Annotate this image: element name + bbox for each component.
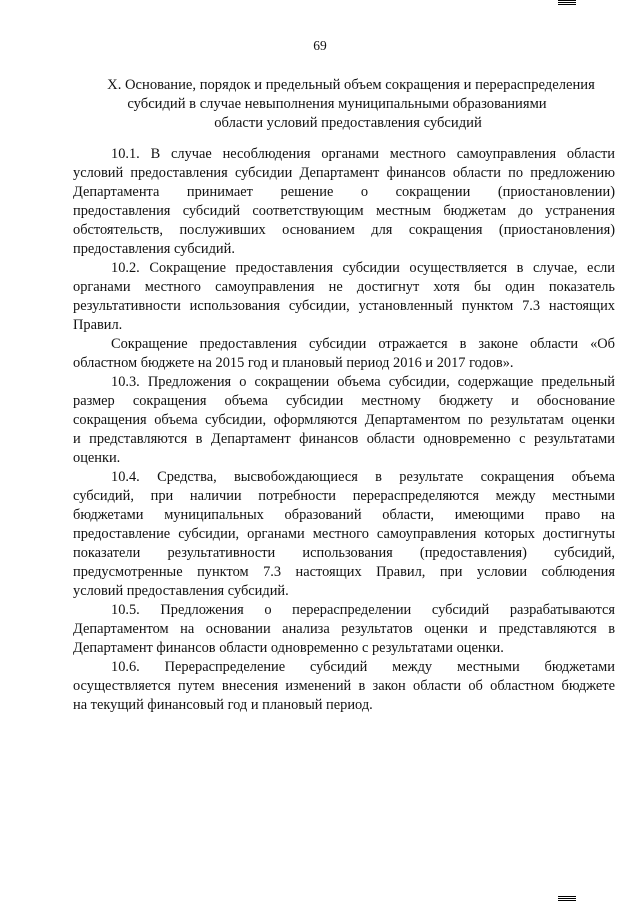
text-line: на текущий финансовый год и плановый период. — [73, 697, 373, 713]
text-line: Департаментом на основании анализа результатов оценки и представляются в — [73, 621, 615, 637]
text-line: бюджетами муниципальных образований области, имеющими право на — [73, 507, 615, 523]
page-number: 69 — [313, 38, 327, 53]
text-line: условий предоставления субсидии Департамент финансов области по предложению — [73, 165, 615, 181]
heading-line: X. Основание, порядок и предельный объем сокращения и перераспределения — [107, 77, 595, 93]
paragraph-10-3 — [73, 373, 615, 468]
paragraph-10-1 — [73, 145, 615, 259]
text-line: 10.4. Средства, высвобождающиеся в результате сокращения объема — [111, 469, 615, 485]
text-line: сокращения объема субсидии, оформляются Департаментом по результатам оценки — [73, 412, 615, 428]
text-line: Сокращение предоставления субсидии отражается в законе области «Об — [111, 336, 615, 352]
text-line: 10.5. Предложения о перераспределении субсидий разрабатываются — [111, 602, 615, 618]
paragraph-10-6 — [73, 658, 615, 715]
text-line: Правил. — [73, 317, 123, 333]
text-line: предоставление субсидии, органами местного самоуправления которых достигнуты — [73, 526, 615, 542]
paragraph-10-4 — [73, 468, 615, 601]
text-line: обстоятельств, послуживших основанием для сокращения (приостановления) — [73, 222, 615, 238]
text-line: предоставления субсидий. — [73, 241, 235, 257]
text-line: органами местного самоуправления не достигнут хотя бы один показатель — [73, 279, 615, 295]
text-line: 10.3. Предложения о сокращении объема субсидии, содержащие предельный — [111, 374, 615, 390]
paragraph-10-5 — [73, 601, 615, 658]
section-heading — [70, 76, 610, 133]
text-line: Департамент финансов области одновременно с результатами оценки. — [73, 640, 504, 656]
text-line: 10.6. Перераспределение субсидий между местными бюджетами — [111, 659, 615, 675]
text-line: областном бюджете на 2015 год и плановый период 2016 и 2017 годов». — [73, 355, 514, 371]
text-line: осуществляется путем внесения изменений в закон области об областном бюджете — [73, 678, 615, 694]
text-line: 10.2. Сокращение предоставления субсидии осуществляется в случае, если — [111, 260, 615, 276]
text-line: размер сокращения объема субсидии местному бюджету и обоснование — [73, 393, 615, 409]
text-line: 10.1. В случае несоблюдения органами местного самоуправления области — [111, 146, 615, 162]
text-line: показатели результативности использования (предоставления) субсидий, — [73, 545, 615, 561]
text-line: Департамента принимает решение о сокращении (приостановлении) — [73, 184, 615, 200]
paragraph-budget-law — [73, 335, 615, 373]
heading-line: субсидий в случае невыполнения муниципальными образованиями — [127, 96, 547, 112]
heading-line: области условий предоставления субсидий — [214, 115, 482, 131]
top-corner-mark — [558, 0, 576, 7]
bottom-corner-mark — [558, 896, 576, 903]
text-line: и представляются в Департамент финансов области одновременно с результатами — [73, 431, 615, 447]
text-line: субсидий, при наличии потребности перераспределяются между местными — [73, 488, 615, 504]
text-line: предоставления субсидий соответствующим местным бюджетам до устранения — [73, 203, 615, 219]
text-line: результативности использования субсидии, установленный пунктом 7.3 настоящих — [73, 298, 615, 314]
document-body — [73, 145, 615, 715]
text-line: предусмотренные пунктом 7.3 настоящих Правил, при условии соблюдения — [73, 564, 615, 580]
text-line: оценки. — [73, 450, 121, 466]
text-line: условий предоставления субсидий. — [73, 583, 289, 599]
paragraph-10-2 — [73, 259, 615, 335]
